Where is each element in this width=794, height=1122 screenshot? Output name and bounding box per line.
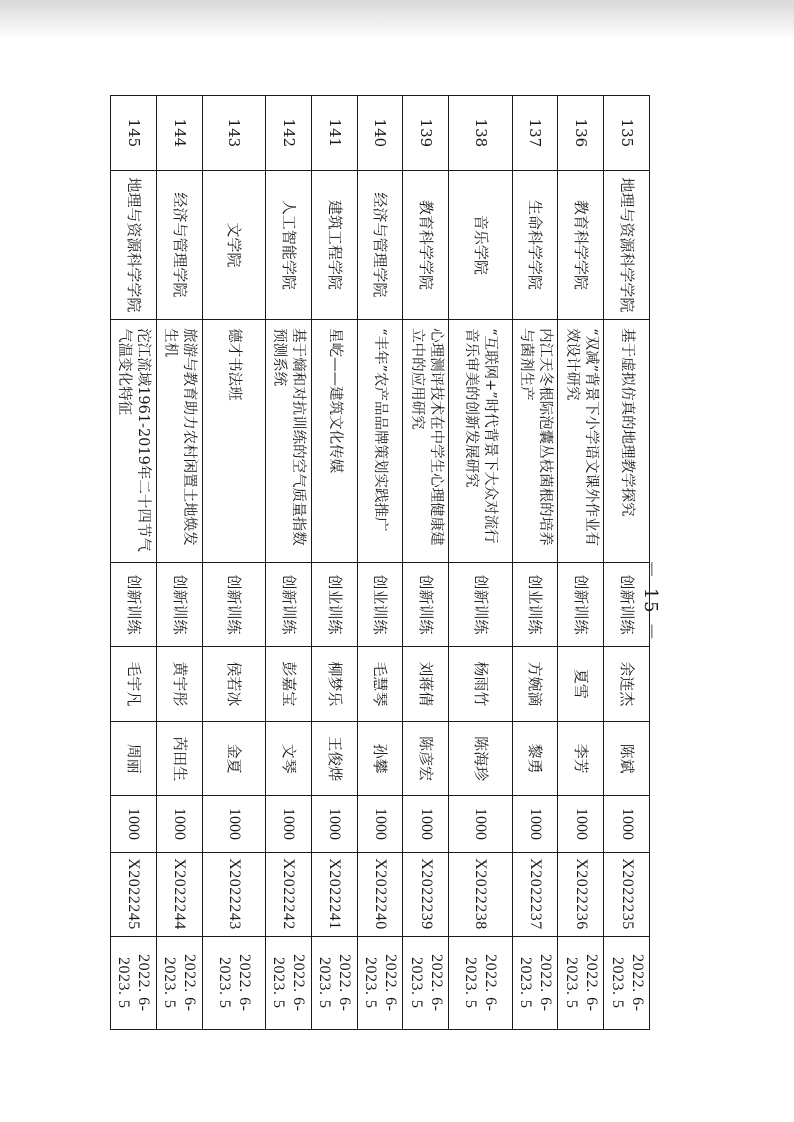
project-type-cell: 创新训练 bbox=[403, 563, 449, 647]
period-cell: 2022. 6-2023. 5 bbox=[604, 936, 650, 1029]
project-code-cell: X2022237 bbox=[512, 852, 558, 936]
college-cell: 教育科学学院 bbox=[403, 170, 449, 319]
project-type-cell: 创新训练 bbox=[156, 563, 202, 647]
college-cell: 地理与资源科学学院 bbox=[111, 170, 157, 319]
mentor-cell: 文琴 bbox=[266, 721, 312, 796]
project-title-cell: 沱江流域1961-2019年二十四节气气温变化特征 bbox=[111, 320, 157, 563]
table-row bbox=[156, 96, 202, 1030]
leader-cell: 夏雪 bbox=[558, 647, 604, 722]
funding-cell: 1000 bbox=[403, 796, 449, 852]
leader-cell: 黄宇彤 bbox=[156, 647, 202, 722]
project-title-cell: 内江天冬根际泡囊丛枝菌根的培养与菌剂生产 bbox=[512, 320, 558, 563]
page-number: － 15 － bbox=[640, 560, 661, 643]
project-type-cell: 创业训练 bbox=[512, 563, 558, 647]
row-number-cell: 137 bbox=[512, 96, 558, 171]
project-type-cell: 创新训练 bbox=[558, 563, 604, 647]
mentor-cell: 黎勇 bbox=[512, 721, 558, 796]
project-title-cell: 旅游与教育助力农村闲置土地焕发生机 bbox=[156, 320, 202, 563]
project-type-cell: 创新训练 bbox=[202, 563, 265, 647]
period-cell: 2022. 6-2023. 5 bbox=[156, 936, 202, 1029]
project-type-cell: 创新训练 bbox=[604, 563, 650, 647]
college-cell: 音乐学院 bbox=[449, 170, 512, 319]
leader-cell: 毛宇凡 bbox=[111, 647, 157, 722]
college-cell: 经济与管理学院 bbox=[156, 170, 202, 319]
college-cell: 文学院 bbox=[202, 170, 265, 319]
table-row bbox=[266, 96, 312, 1030]
row-number-cell: 138 bbox=[449, 96, 512, 171]
mentor-cell: 陈彦宏 bbox=[403, 721, 449, 796]
project-type-cell: 创新训练 bbox=[266, 563, 312, 647]
project-code-cell: X2022244 bbox=[156, 852, 202, 936]
mentor-cell: 陈斌 bbox=[604, 721, 650, 796]
project-code-cell: X2022241 bbox=[311, 852, 357, 936]
mentor-cell: 王俊烨 bbox=[311, 721, 357, 796]
row-number-cell: 143 bbox=[202, 96, 265, 171]
project-code-cell: X2022238 bbox=[449, 852, 512, 936]
rotated-table-container bbox=[110, 95, 650, 1030]
project-type-cell: 创业训练 bbox=[357, 563, 403, 647]
project-title-cell: 基于虚拟仿真的地理教学探究 bbox=[604, 320, 650, 563]
leader-cell: 余连杰 bbox=[604, 647, 650, 722]
college-cell: 建筑工程学院 bbox=[311, 170, 357, 319]
period-cell: 2022. 6-2023. 5 bbox=[202, 936, 265, 1029]
leader-cell: 侯若冰 bbox=[202, 647, 265, 722]
funding-cell: 1000 bbox=[111, 796, 157, 852]
mentor-cell: 芮田生 bbox=[156, 721, 202, 796]
mentor-cell: 金夏 bbox=[202, 721, 265, 796]
period-cell: 2022. 6-2023. 5 bbox=[266, 936, 312, 1029]
project-title-cell: “丰年”农产品品牌策划实践推广 bbox=[357, 320, 403, 563]
college-cell: 经济与管理学院 bbox=[357, 170, 403, 319]
funding-cell: 1000 bbox=[156, 796, 202, 852]
table-body bbox=[111, 96, 650, 1030]
project-type-cell: 创新训练 bbox=[111, 563, 157, 647]
table-row bbox=[111, 96, 157, 1030]
table-row bbox=[311, 96, 357, 1030]
funding-cell: 1000 bbox=[266, 796, 312, 852]
leader-cell: 毛慧琴 bbox=[357, 647, 403, 722]
row-number-cell: 140 bbox=[357, 96, 403, 171]
project-code-cell: X2022243 bbox=[202, 852, 265, 936]
funding-cell: 1000 bbox=[449, 796, 512, 852]
funding-cell: 1000 bbox=[357, 796, 403, 852]
funding-cell: 1000 bbox=[512, 796, 558, 852]
period-cell: 2022. 6-2023. 5 bbox=[111, 936, 157, 1029]
period-cell: 2022. 6-2023. 5 bbox=[512, 936, 558, 1029]
project-type-cell: 创新训练 bbox=[449, 563, 512, 647]
scan-edge-shadow bbox=[0, 0, 794, 40]
period-cell: 2022. 6-2023. 5 bbox=[403, 936, 449, 1029]
table-row bbox=[558, 96, 604, 1030]
project-title-cell: 基于熵和对抗训练的空气质量指数预测系统 bbox=[266, 320, 312, 563]
project-title-cell: “双减”背景下小学语文课外作业有效设计研究 bbox=[558, 320, 604, 563]
row-number-cell: 139 bbox=[403, 96, 449, 171]
project-type-cell: 创业训练 bbox=[311, 563, 357, 647]
project-title-cell: “互联网+”时代背景下大众对流行音乐审美的创新发展研究 bbox=[449, 320, 512, 563]
project-code-cell: X2022239 bbox=[403, 852, 449, 936]
project-title-cell: 心理测评技术在中学生心理健康建立中的应用研究 bbox=[403, 320, 449, 563]
project-code-cell: X2022245 bbox=[111, 852, 157, 936]
funding-cell: 1000 bbox=[558, 796, 604, 852]
table-row bbox=[202, 96, 265, 1030]
project-code-cell: X2022240 bbox=[357, 852, 403, 936]
mentor-cell: 孙攀 bbox=[357, 721, 403, 796]
period-cell: 2022. 6-2023. 5 bbox=[311, 936, 357, 1029]
row-number-cell: 142 bbox=[266, 96, 312, 171]
leader-cell: 方婉滴 bbox=[512, 647, 558, 722]
table-row bbox=[449, 96, 512, 1030]
row-number-cell: 141 bbox=[311, 96, 357, 171]
row-number-cell: 145 bbox=[111, 96, 157, 171]
college-cell: 地理与资源科学学院 bbox=[604, 170, 650, 319]
table-row bbox=[357, 96, 403, 1030]
table-row bbox=[403, 96, 449, 1030]
project-title-cell: 星屹——建筑文化传媒 bbox=[311, 320, 357, 563]
period-cell: 2022. 6-2023. 5 bbox=[558, 936, 604, 1029]
period-cell: 2022. 6-2023. 5 bbox=[357, 936, 403, 1029]
table-row bbox=[512, 96, 558, 1030]
leader-cell: 彭嘉宝 bbox=[266, 647, 312, 722]
college-cell: 生命科学学院 bbox=[512, 170, 558, 319]
project-title-cell: 德才书法班 bbox=[202, 320, 265, 563]
project-code-cell: X2022235 bbox=[604, 852, 650, 936]
college-cell: 教育科学学院 bbox=[558, 170, 604, 319]
row-number-cell: 144 bbox=[156, 96, 202, 171]
funding-cell: 1000 bbox=[604, 796, 650, 852]
college-cell: 人工智能学院 bbox=[266, 170, 312, 319]
mentor-cell: 陈海珍 bbox=[449, 721, 512, 796]
funding-cell: 1000 bbox=[202, 796, 265, 852]
project-table bbox=[110, 95, 650, 1030]
leader-cell: 杨雨竹 bbox=[449, 647, 512, 722]
leader-cell: 柳梦乐 bbox=[311, 647, 357, 722]
leader-cell: 刘蒋倩 bbox=[403, 647, 449, 722]
row-number-cell: 136 bbox=[558, 96, 604, 171]
project-code-cell: X2022236 bbox=[558, 852, 604, 936]
mentor-cell: 李芳 bbox=[558, 721, 604, 796]
funding-cell: 1000 bbox=[311, 796, 357, 852]
project-code-cell: X2022242 bbox=[266, 852, 312, 936]
row-number-cell: 135 bbox=[604, 96, 650, 171]
period-cell: 2022. 6-2023. 5 bbox=[449, 936, 512, 1029]
mentor-cell: 周丽 bbox=[111, 721, 157, 796]
